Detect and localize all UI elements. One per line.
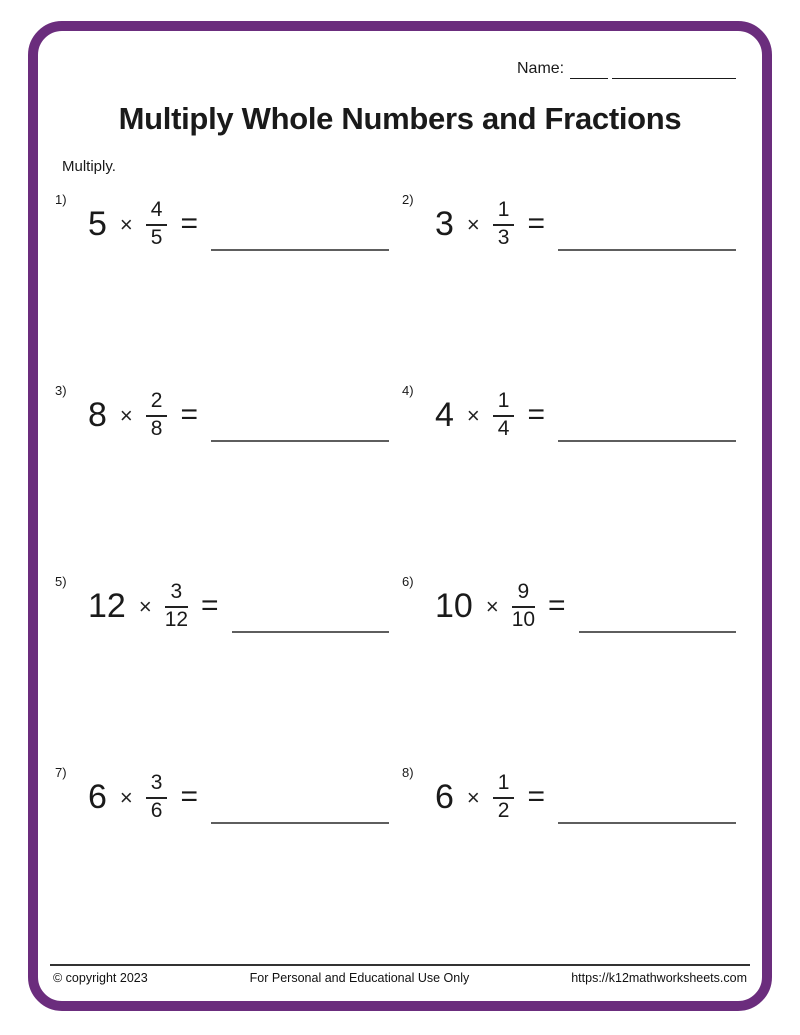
fraction-denominator: 6 — [150, 798, 163, 822]
whole-number: 4 — [435, 395, 454, 434]
copyright-text: © copyright 2023 — [53, 971, 148, 985]
expression — [435, 574, 736, 638]
fraction-denominator: 12 — [164, 607, 189, 631]
problems-grid — [55, 192, 736, 956]
fraction-denominator: 2 — [497, 798, 510, 822]
answer-blank — [579, 574, 736, 633]
problem-number: 2) — [402, 192, 414, 207]
expression — [88, 192, 389, 256]
whole-number: 3 — [435, 204, 454, 243]
times-symbol: × — [138, 594, 152, 619]
fraction-denominator: 3 — [497, 225, 510, 249]
equals-symbol: = — [180, 398, 198, 431]
answer-blank — [211, 192, 389, 251]
problem-7 — [55, 765, 389, 956]
name-blank — [612, 61, 736, 79]
fraction-numerator: 2 — [146, 390, 168, 417]
name-row — [517, 60, 736, 79]
fraction-numerator: 1 — [493, 390, 515, 417]
expression — [88, 765, 389, 829]
fraction-numerator: 4 — [146, 199, 168, 226]
fraction — [146, 199, 168, 249]
expression — [435, 765, 736, 829]
times-symbol: × — [485, 594, 499, 619]
fraction — [165, 581, 188, 631]
problem-8 — [402, 765, 736, 956]
problem-1 — [55, 192, 389, 383]
times-symbol: × — [119, 785, 133, 810]
problem-3 — [55, 383, 389, 574]
footer — [53, 971, 747, 985]
equals-symbol: = — [180, 207, 198, 240]
whole-number: 5 — [88, 204, 107, 243]
equals-symbol: = — [527, 780, 545, 813]
expression — [435, 192, 736, 256]
problem-4 — [402, 383, 736, 574]
fraction-numerator: 1 — [493, 199, 515, 226]
problem-6 — [402, 574, 736, 765]
expression — [88, 383, 389, 447]
answer-blank — [558, 765, 736, 824]
problem-number: 6) — [402, 574, 414, 589]
whole-number: 12 — [88, 586, 126, 625]
usage-text: For Personal and Educational Use Only — [249, 971, 470, 985]
fraction-numerator: 9 — [512, 581, 535, 608]
times-symbol: × — [119, 212, 133, 237]
whole-number: 8 — [88, 395, 107, 434]
fraction-denominator: 5 — [150, 225, 163, 249]
fraction-numerator: 3 — [165, 581, 188, 608]
footer-divider — [50, 964, 750, 966]
problem-number: 5) — [55, 574, 67, 589]
fraction — [493, 390, 515, 440]
fraction — [146, 390, 168, 440]
answer-blank — [232, 574, 389, 633]
times-symbol: × — [466, 785, 480, 810]
equals-symbol: = — [548, 589, 566, 622]
website-url: https://k12mathworksheets.com — [571, 971, 747, 985]
expression — [88, 574, 389, 638]
instruction-text: Multiply. — [62, 158, 116, 175]
fraction — [493, 772, 515, 822]
problem-number: 7) — [55, 765, 67, 780]
equals-symbol: = — [180, 780, 198, 813]
fraction-denominator: 4 — [497, 416, 510, 440]
expression — [435, 383, 736, 447]
name-blank — [570, 61, 608, 79]
page-title: Multiply Whole Numbers and Fractions — [118, 101, 682, 136]
fraction — [493, 199, 515, 249]
answer-blank — [211, 383, 389, 442]
equals-symbol: = — [527, 207, 545, 240]
problem-number: 4) — [402, 383, 414, 398]
fraction-numerator: 3 — [146, 772, 168, 799]
fraction-denominator: 10 — [511, 607, 536, 631]
answer-blank — [558, 192, 736, 251]
problem-2 — [402, 192, 736, 383]
problem-number: 8) — [402, 765, 414, 780]
whole-number: 6 — [88, 777, 107, 816]
whole-number: 10 — [435, 586, 473, 625]
fraction-numerator: 1 — [493, 772, 515, 799]
fraction — [146, 772, 168, 822]
fraction — [512, 581, 535, 631]
fraction-denominator: 8 — [150, 416, 163, 440]
equals-symbol: = — [201, 589, 219, 622]
whole-number: 6 — [435, 777, 454, 816]
times-symbol: × — [466, 212, 480, 237]
times-symbol: × — [119, 403, 133, 428]
answer-blank — [211, 765, 389, 824]
answer-blank — [558, 383, 736, 442]
problem-number: 3) — [55, 383, 67, 398]
name-label: Name: — [517, 60, 565, 77]
equals-symbol: = — [527, 398, 545, 431]
problem-number: 1) — [55, 192, 67, 207]
problem-5 — [55, 574, 389, 765]
times-symbol: × — [466, 403, 480, 428]
